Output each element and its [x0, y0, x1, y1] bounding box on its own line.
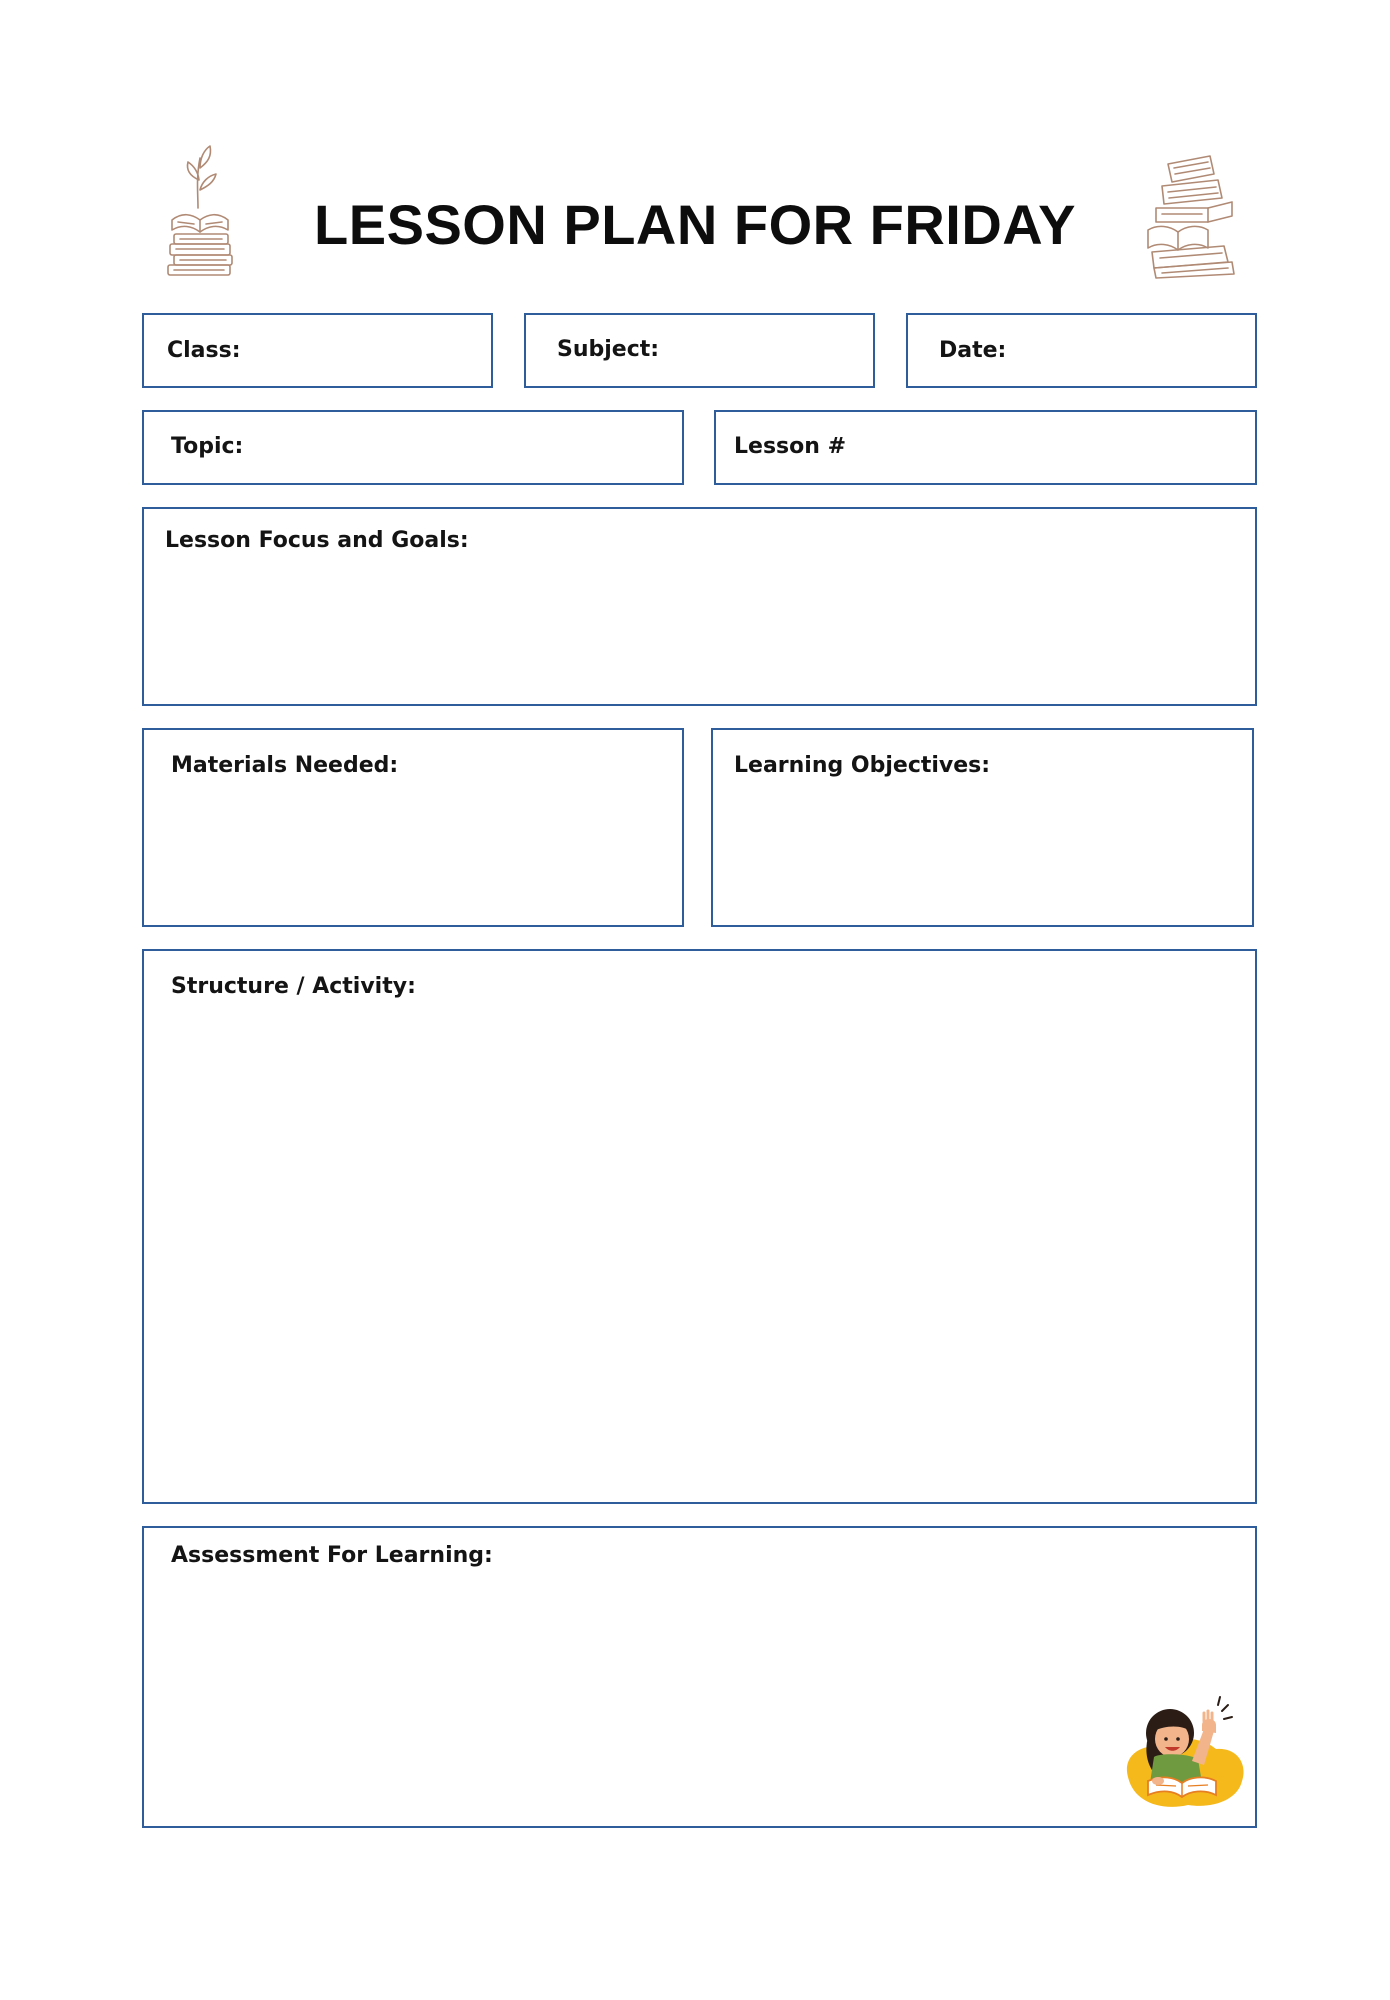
student-raising-hand-icon	[1118, 1685, 1250, 1815]
subject-label: Subject:	[557, 337, 660, 362]
assessment-label: Assessment For Learning:	[171, 1543, 493, 1568]
structure-field[interactable]	[142, 949, 1257, 1504]
book-stack-icon	[1138, 150, 1250, 280]
objectives-label: Learning Objectives:	[734, 753, 991, 778]
class-label: Class:	[167, 338, 241, 363]
lesson-number-label: Lesson #	[734, 434, 846, 459]
topic-label: Topic:	[171, 434, 244, 459]
assessment-field[interactable]	[142, 1526, 1257, 1828]
date-label: Date:	[939, 338, 1007, 363]
focus-goals-label: Lesson Focus and Goals:	[165, 528, 469, 553]
materials-label: Materials Needed:	[171, 753, 399, 778]
page-title: LESSON PLAN FOR FRIDAY	[314, 193, 1076, 256]
structure-label: Structure / Activity:	[171, 974, 416, 999]
